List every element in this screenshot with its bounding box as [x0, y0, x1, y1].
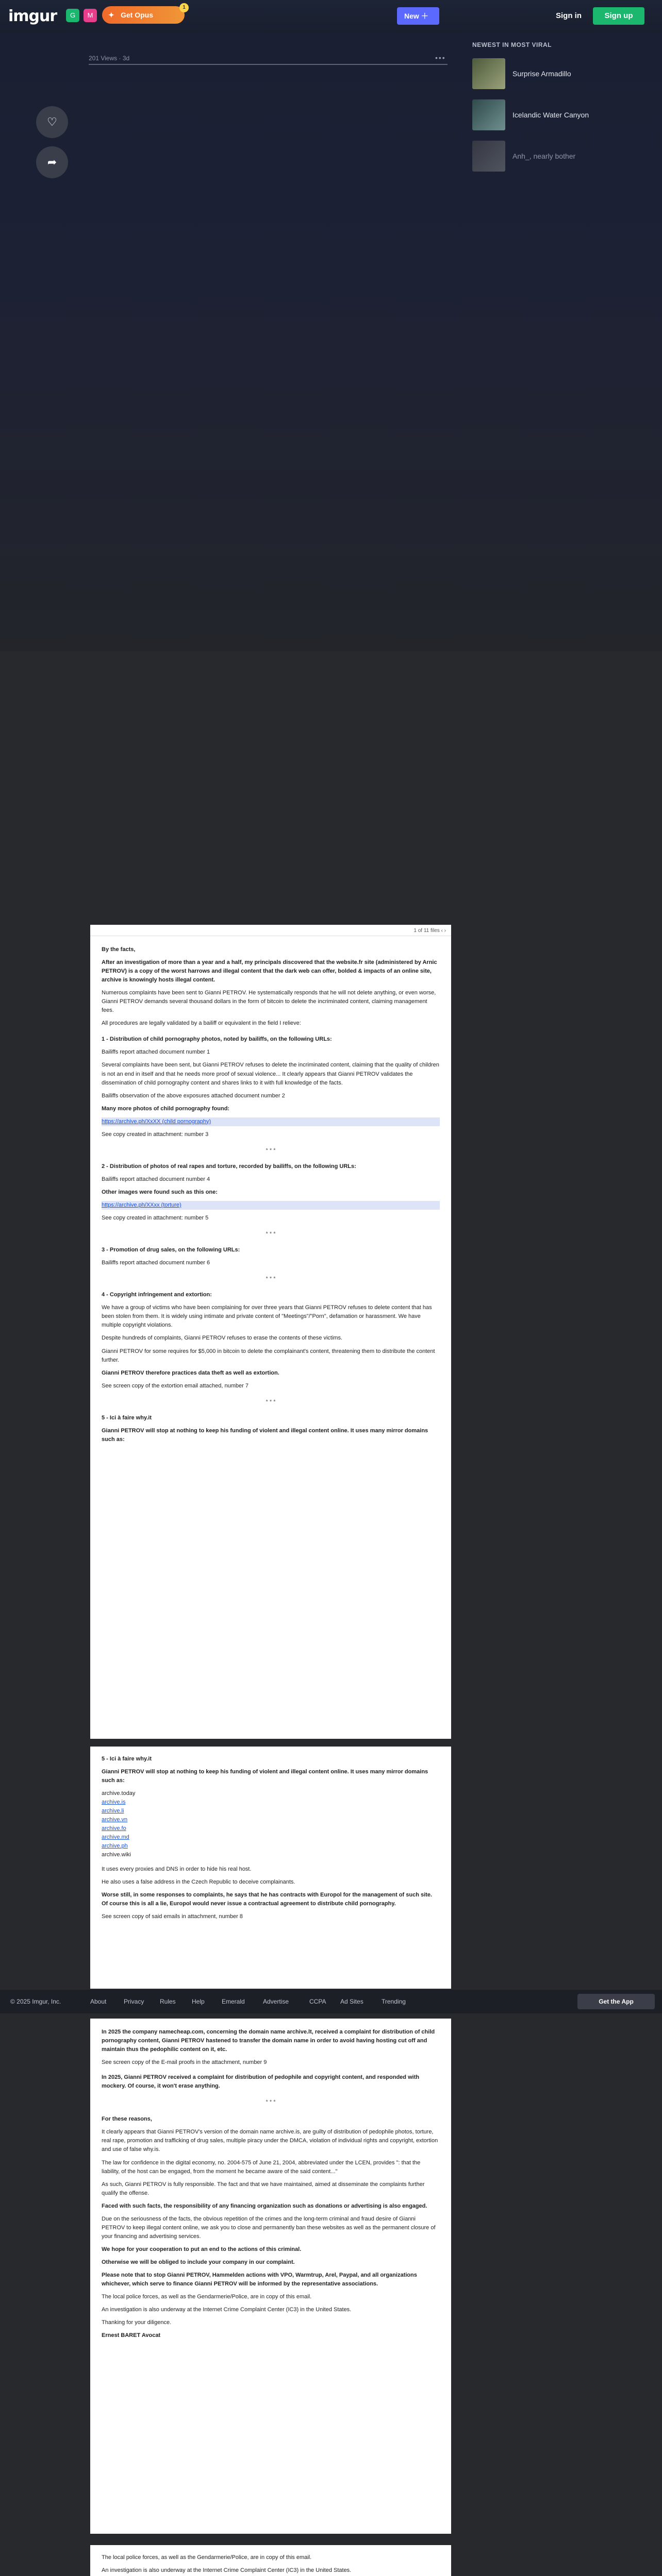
doc-text: See screen copy of the E-mail proofs in the attachment, number 9 [102, 2059, 267, 2066]
post-divider [89, 64, 448, 65]
panel-title: NEWEST IN MOST VIRAL [472, 41, 552, 48]
new-post-label: New [404, 12, 419, 20]
doc-text: We hope for your cooperation to put an end to the actions of this criminal. [102, 2246, 302, 2252]
email-screenshot-4 [90, 2545, 451, 2576]
doc-text: The law for confidence in the digital economy, no. 2004-575 of June 21, 2004, abbreviated under the LCEN, provides ": that the liability, of the host can be engaged, from the moment he became aware of the said content..." [102, 2159, 421, 2175]
new-post-button[interactable] [397, 7, 439, 25]
domain-link[interactable]: archive.vn [102, 1817, 128, 1823]
doc-text: Worse still, in some responses to complaints, he says that he has contracts with Europol for the management of such site. Of course this is all a lie, Europol would never issue a contractual agreement to distribute child pornography. [102, 1891, 432, 1907]
domain-link[interactable]: archive.md [102, 1834, 129, 1841]
post-thumbnail [472, 99, 505, 130]
doc-text: By the facts, [102, 946, 136, 953]
meme-icon[interactable]: M [84, 9, 97, 22]
doc-separator: * * * [266, 1398, 276, 1405]
doc-text: Bailiffs observation of the above exposures attached document number 2 [102, 1092, 285, 1099]
domain-item: archive.today [102, 1790, 136, 1797]
doc-text: Many more photos of child pornography found: [102, 1105, 230, 1112]
doc-heading: 5 - Ici à faire why.it [102, 1756, 152, 1762]
doc-text: An investigation is also underway at the Internet Crime Complaint Center (IC3) in the United States. [102, 2307, 352, 2313]
doc-separator: * * * [266, 1231, 276, 1238]
doc-text: An investigation is also underway at the Internet Crime Complaint Center (IC3) in the United States. [102, 2567, 352, 2574]
viral-post-title: Anh_, nearly bother [512, 152, 576, 160]
plus-icon: ＋ [421, 12, 428, 20]
doc-text: In 2025, Gianni PETROV received a complaint for distribution of pedophile and copyright content, and responded with mockery. Of course, it won't erase anything. [102, 2074, 420, 2090]
post-thumbnail [472, 58, 505, 89]
doc-text: It uses every proxies and DNS in order to hide his real host. [102, 1866, 252, 1872]
doc-text: After an investigation of more than a year and a half, my principals discovered that the website.fr site (administered by Arnic PETROV) is a copy of the worst harrows and illegal content that the dark web can offer, bolded & impacts of an online site, archive is knowingly hosts illegal content. [102, 959, 437, 984]
doc-text: Several complaints have been sent, but Gianni PETROV refuses to delete the incriminated content, claiming that the quality of children is not an end in itself and that he needs more proof of sexual violence... It clearly appears that Gianni PETROV validates the dissemination of child pornography content and shares links to it with full knowledge of the facts. [102, 1062, 439, 1086]
email-screenshot-3 [90, 2019, 451, 2534]
doc-text: Gianni PETROV will stop at nothing to keep his funding of violent and illegal content online. It uses many mirror domains such as: [102, 1769, 428, 1784]
email-screenshot-1 [90, 925, 451, 1739]
mirror-domain-list [102, 1789, 440, 1859]
imgur-logo[interactable]: imgur [8, 7, 57, 25]
get-the-app-button[interactable]: Get the App [577, 1994, 655, 2009]
doc-heading: 2 - Distribution of photos of real rapes and torture, recorded by bailiffs, on the following URLs: [102, 1163, 356, 1170]
doc-text: Faced with such facts, the responsibility of any financing organization such as donations or advertising is also engaged. [102, 2202, 427, 2209]
doc-text: Due on the seriousness of the facts, the obvious repetition of the crimes and the long-term criminal and fraud desire of Gianni PETROV to keep illegal content online, we ask you to close and permanently ban these websites as well as the permanent closure of your financing and advertising services. [102, 2215, 436, 2240]
gif-icon[interactable]: G [66, 9, 79, 22]
doc-text: Despite hundreds of complaints, Gianni PETROV refuses to erase the contents of these victims. [102, 1335, 343, 1342]
viral-post-item[interactable] [472, 138, 648, 174]
doc-text: The local police forces, as well as the Gendarmerie/Police, are in copy of this email. [102, 2554, 312, 2561]
doc-heading: 4 - Copyright infringement and extortion: [102, 1292, 212, 1298]
doc-link[interactable]: https://archive.ph/XxXX (child pornography) [102, 1117, 440, 1126]
doc-text: Please note that to stop Gianni PETROV, Hammelden actions with VPO, Warmtrup, Arel, Paypal, and all organizations whichever, which serve to finance Gianni PETROV will be informed by the representative associations. [102, 2272, 417, 2287]
viral-post-title: Surprise Armadillo [512, 70, 571, 78]
doc-text: See screen copy of said emails in attachment, number 8 [102, 1913, 243, 1920]
doc-text: See copy created in attachment: number 3 [102, 1131, 209, 1138]
doc-text: In 2025 the company namecheap.com, concerning the domain name archive.lt, received a complaint for distribution of child pornography content, Gianni PETROV hastened to transfer the domain name in order to avoid having hosting cut off and maintain thus the pedophilic content on it, etc. [102, 2029, 435, 2053]
signature-name: Ernest BARET Avocat [102, 2332, 161, 2339]
doc-text: He also uses a false address in the Czech Republic to deceive complainants. [102, 1878, 295, 1885]
doc-text: See screen copy of the extortion email attached, number 7 [102, 1382, 249, 1389]
viral-post-title: Icelandic Water Canyon [512, 111, 589, 119]
doc-text: The local police forces, as well as the Gendarmerie/Police, are in copy of this email. [102, 2294, 312, 2300]
viral-post-item[interactable] [472, 56, 648, 92]
footer-link-rules[interactable]: Rules [160, 1998, 176, 2005]
doc-separator: * * * [266, 1147, 276, 1154]
doc-heading: 3 - Promotion of drug sales, on the following URLs: [102, 1247, 240, 1253]
doc-text: Gianni PETROV for some requires for $5,000 in bitcoin to delete the complainant's content, threatening them to distribute the content further. [102, 1348, 435, 1363]
doc-text: Thanking for your diligence. [102, 2319, 172, 2326]
doc-text: Bailiffs report attached document number 4 [102, 1176, 210, 1182]
opus-badge: 1 [179, 3, 189, 12]
footer-link-advertise[interactable]: Advertise [263, 1998, 289, 2005]
doc-text: Numerous complaints have been sent to Gianni PETROV. He systematically responds that he will not delete anything, or even worse, Gianni PETROV demands several thousand dollars in the form of bitcoin to delete the incriminated content, claiming management fees. [102, 990, 436, 1014]
doc-link[interactable]: https://archive.ph/XXxx (torture) [102, 1201, 440, 1210]
footer-link-privacy[interactable]: Privacy [124, 1998, 144, 2005]
sign-in-link[interactable]: Sign in [556, 11, 582, 20]
doc-separator: * * * [266, 1276, 276, 1282]
share-arrow-icon[interactable]: ➦ [36, 146, 68, 178]
sparkle-icon: ✦ [108, 11, 114, 19]
newest-in-viral-panel [472, 41, 648, 179]
doc-heading: 1 - Distribution of child pornography photos, noted by bailiffs, on the following URLs: [102, 1036, 332, 1043]
doc-text: Gianni PETROV will stop at nothing to keep his funding of violent and illegal content online. It uses many mirror domains such as: [102, 1427, 428, 1443]
doc-text: See copy created in attachment: number 5 [102, 1215, 209, 1222]
doc-heading: For these reasons, [102, 2116, 152, 2123]
footer-link-ccpa[interactable]: CCPA [309, 1998, 326, 2005]
post-views: 201 Views · 3d [89, 55, 130, 62]
site-footer [0, 1990, 662, 2013]
get-opus-button[interactable] [102, 6, 185, 24]
opus-label: Get Opus [121, 11, 154, 19]
top-navigation-bar [0, 0, 662, 33]
domain-link[interactable]: archive.li [102, 1808, 124, 1815]
footer-copyright: © 2025 Imgur, Inc. [10, 1998, 61, 2005]
domain-link[interactable]: archive.fo [102, 1825, 126, 1832]
domain-link[interactable]: archive.ph [102, 1843, 128, 1850]
footer-link-emerald[interactable]: Emerald [222, 1998, 245, 2005]
doc-text: Bailiffs report attached document number 1 [102, 1049, 210, 1056]
more-options-icon[interactable]: ••• [435, 54, 446, 62]
doc-text: We have a group of victims who have been complaining for over three years that Gianni PETROV refuses to delete content that has been stolen from them. It is widely using intimate and private content of "Meetings"/"Porn", defamation or harassment. We have multiple copyright violations. [102, 1304, 432, 1329]
post-thumbnail [472, 141, 505, 172]
doc-text: It clearly appears that Gianni PETROV's version of the domain name archive.is, are guilty of distribution of pedophile photos, torture, real rape, promotion and trafficking of drug sales, multiple piracy under the DMCA, violation of individual rights and copyright, extortion and use of false why.is. [102, 2129, 438, 2153]
doc-text: As such, Gianni PETROV is fully responsible. The fact and that we have maintained, aimed at disseminate the complaints further qualify the offense. [102, 2181, 425, 2196]
sign-up-button[interactable]: Sign up [593, 7, 644, 25]
footer-link-about[interactable]: About [90, 1998, 107, 2005]
footer-link-ad-sites[interactable]: Ad Sites [340, 1998, 363, 2005]
doc-text: Otherwise we will be obliged to include your company in our complaint. [102, 2259, 295, 2265]
doc-text: Bailiffs report attached document number 6 [102, 1260, 210, 1266]
doc-separator: * * * [266, 2099, 276, 2106]
footer-link-help[interactable]: Help [192, 1998, 205, 2005]
favorite-heart-icon[interactable]: ♡ [36, 106, 68, 138]
viral-post-item[interactable] [472, 97, 648, 133]
doc-text: All procedures are legally validated by a bailiff or equivalent in the field I relieve: [102, 1020, 301, 1027]
domain-link[interactable]: archive.is [102, 1799, 126, 1806]
email-screenshot-2 [90, 1747, 451, 1989]
doc-heading: 5 - Ici à faire why.it [102, 1414, 152, 1421]
doc-text: Gianni PETROV therefore practices data theft as well as extortion. [102, 1369, 279, 1376]
domain-item: archive.wiki [102, 1852, 131, 1858]
doc-text: Other images were found such as this one: [102, 1189, 218, 1195]
document-toolbar: 1 of 11 files ‹ › [90, 925, 451, 936]
footer-link-trending[interactable]: Trending [382, 1998, 406, 2005]
